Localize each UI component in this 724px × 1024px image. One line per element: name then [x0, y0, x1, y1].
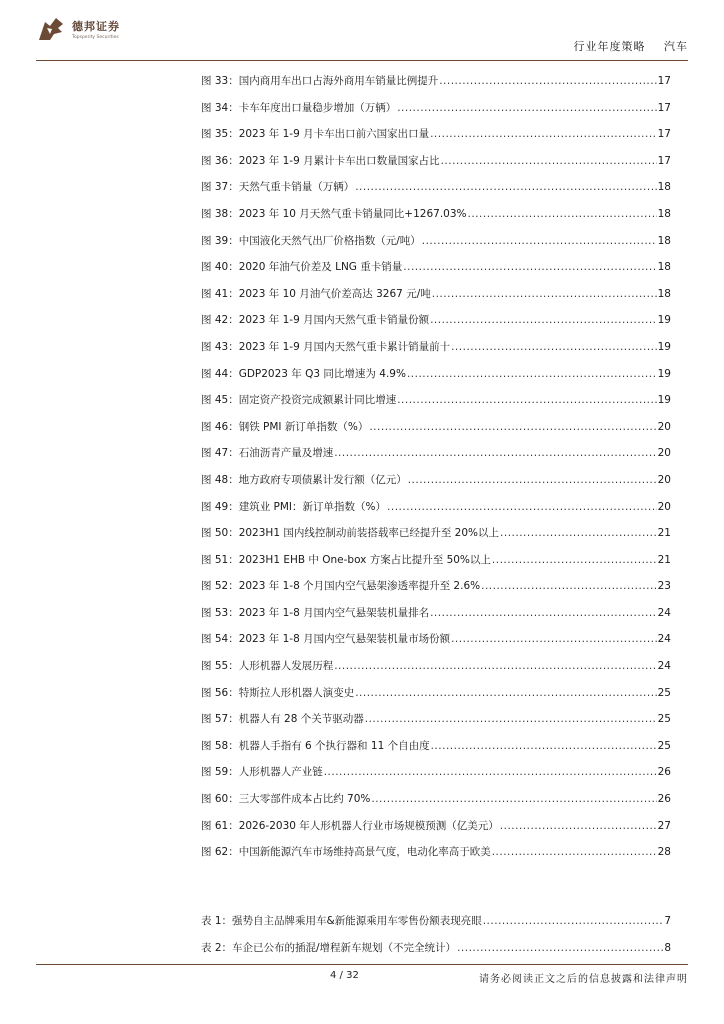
table-entry[interactable] [201, 908, 671, 935]
figure-entry-page: 20 [657, 447, 671, 460]
figure-entry-page: 27 [657, 819, 671, 832]
figure-entry-label: 图 37：天然气重卡销量（万辆） [201, 181, 355, 194]
logo-text-en: Topsperity Securities [72, 35, 119, 40]
dot-leader [334, 440, 656, 467]
figure-entry[interactable] [201, 467, 671, 494]
header-category [560, 38, 689, 54]
dot-leader [397, 95, 656, 122]
figure-entry[interactable] [201, 174, 671, 201]
figure-entry[interactable] [201, 201, 671, 228]
dot-leader [355, 174, 656, 201]
figure-entry-label: 图 60：三大零部件成本占比约 70% [201, 793, 371, 806]
figure-entry[interactable] [201, 281, 671, 308]
figure-entry[interactable] [201, 839, 671, 866]
figure-entry-page: 20 [657, 420, 671, 433]
figure-index [201, 68, 671, 866]
figure-entry-label: 图 61：2026-2030 年人形机器人行业市场规模预测（亿美元） [201, 819, 499, 832]
figure-entry-label: 图 50：2023H1 国内线控制动前装搭载率已经提升至 20%以上 [201, 527, 500, 540]
dot-leader [430, 121, 657, 148]
figure-entry[interactable] [201, 121, 671, 148]
figure-entry[interactable] [201, 706, 671, 733]
dot-leader [431, 733, 657, 760]
dot-leader [457, 935, 663, 962]
table-entry[interactable] [201, 935, 671, 962]
figure-entry-label: 图 57：机器人有 28 个关节驱动器 [201, 713, 364, 726]
figure-entry-label: 图 44：GDP2023 年 Q3 同比增速为 4.9% [201, 367, 406, 380]
figure-entry-page: 24 [657, 660, 671, 673]
dot-leader [439, 68, 656, 95]
figure-entry-label: 图 39：中国液化天然气出厂价格指数（元/吨） [201, 234, 421, 247]
figure-entry-label: 图 34：卡车年度出口量稳步增加（万辆） [201, 101, 397, 114]
figure-entry-label: 图 41：2023 年 10 月油气价差高达 3267 元/吨 [201, 287, 431, 300]
dot-leader [407, 361, 657, 388]
figure-entry-label: 图 46：钢铁 PMI 新订单指数（%） [201, 420, 369, 433]
figure-entry[interactable] [201, 148, 671, 175]
figure-entry-page: 18 [657, 207, 671, 220]
dot-leader [430, 600, 657, 627]
dot-leader [403, 254, 656, 281]
figure-entry-page: 19 [657, 367, 671, 380]
table-entry-page: 7 [664, 915, 671, 927]
figure-entry-page: 17 [657, 75, 671, 87]
figure-entry-page: 18 [657, 181, 671, 194]
table-entry-page: 8 [664, 941, 671, 954]
figure-entry[interactable] [201, 494, 671, 521]
report-category: 行业年度策略 [573, 40, 646, 53]
footer-divider [36, 964, 688, 965]
figure-entry[interactable] [201, 334, 671, 361]
dot-leader [324, 759, 657, 786]
figure-entry-page: 18 [657, 234, 671, 247]
figure-entry-label: 图 54：2023 年 1-8 月国内空气悬架装机量市场份额 [201, 633, 451, 646]
figure-entry[interactable] [201, 600, 671, 627]
table-index [201, 908, 671, 961]
figure-entry-label: 图 43：2023 年 1-9 月国内天然气重卡累计销量前十 [201, 340, 451, 353]
figure-entry[interactable] [201, 547, 671, 574]
figure-entry-label: 图 47：石油沥青产量及增速 [201, 447, 334, 460]
report-sector: 汽车 [664, 40, 688, 53]
figure-entry-page: 24 [657, 606, 671, 619]
figure-entry-page: 19 [657, 314, 671, 327]
figure-entry[interactable] [201, 653, 671, 680]
dot-leader [371, 786, 656, 813]
figure-entry[interactable] [201, 414, 671, 441]
figure-entry[interactable] [201, 440, 671, 467]
figure-entry-page: 24 [657, 633, 671, 646]
figure-entry-page: 18 [657, 261, 671, 274]
dot-leader [355, 680, 656, 707]
dot-leader [468, 201, 657, 228]
figure-entry[interactable] [201, 786, 671, 813]
figure-entry[interactable] [201, 680, 671, 707]
figure-entry-page: 17 [657, 101, 671, 114]
figure-entry-label: 图 58：机器人手指有 6 个执行器和 11 个自由度 [201, 739, 430, 752]
figure-entry-page: 17 [657, 154, 671, 167]
figure-entry[interactable] [201, 95, 671, 122]
figure-entry[interactable] [201, 361, 671, 388]
dot-leader [481, 573, 657, 600]
dot-leader [492, 839, 657, 866]
figure-entry-label: 图 45：固定资产投资完成额累计同比增速 [201, 394, 397, 407]
figure-entry[interactable] [201, 307, 671, 334]
figure-entry-page: 19 [657, 340, 671, 353]
figure-entry-page: 26 [657, 793, 671, 806]
figure-entry-label: 图 48：地方政府专项债累计发行额（亿元） [201, 473, 407, 486]
figure-entry[interactable] [201, 813, 671, 840]
dot-leader [483, 908, 664, 935]
table-entry-label: 表 1：强势自主品牌乘用车&新能源乘用车零售份额表现亮眼 [201, 915, 482, 927]
figure-entry[interactable] [201, 573, 671, 600]
figure-entry-label: 图 40：2020 年油气价差及 LNG 重卡销量 [201, 261, 403, 274]
figure-entry-page: 25 [657, 739, 671, 752]
figure-entry-label: 图 49：建筑业 PMI：新订单指数（%） [201, 500, 387, 513]
figure-entry[interactable] [201, 387, 671, 414]
figure-entry-label: 图 59：人形机器人产业链 [201, 766, 323, 779]
page-number: 4 / 32 [330, 970, 359, 981]
figure-entry-label: 图 35：2023 年 1-9 月卡车出口前六国家出口量 [201, 128, 430, 141]
figure-entry-page: 20 [657, 500, 671, 513]
figure-entry-label: 图 55：人形机器人发展历程 [201, 660, 334, 673]
logo-text-cn: 德邦证券 [72, 20, 120, 33]
dot-leader [500, 813, 657, 840]
figure-entry-page: 25 [657, 713, 671, 726]
dot-leader [441, 148, 657, 175]
figure-entry-label: 图 38：2023 年 10 月天然气重卡销量同比+1267.03% [201, 207, 467, 220]
figure-entry[interactable] [201, 759, 671, 786]
figure-entry[interactable] [201, 254, 671, 281]
table-entry-label: 表 2：车企已公布的插混/增程新车规划（不完全统计） [201, 941, 457, 954]
logo-horse-icon [36, 14, 66, 44]
dot-leader [492, 547, 657, 574]
figure-entry-page: 23 [657, 580, 671, 593]
dot-leader [387, 494, 657, 521]
dot-leader [422, 228, 657, 255]
figure-entry[interactable] [201, 733, 671, 760]
figure-entry-page: 21 [657, 527, 671, 540]
figure-entry-label: 图 36：2023 年 1-9 月累计卡车出口数量国家占比 [201, 154, 440, 167]
dot-leader [369, 414, 656, 441]
figure-entry[interactable] [201, 520, 671, 547]
figure-entry-label: 图 53：2023 年 1-8 月国内空气悬架装机量排名 [201, 606, 430, 619]
dot-leader [430, 307, 657, 334]
header-divider [36, 60, 688, 61]
dot-leader [334, 653, 656, 680]
figure-entry-page: 17 [657, 128, 671, 141]
dot-leader [408, 467, 657, 494]
figure-entry-label: 图 33：国内商用车出口占海外商用车销量比例提升 [201, 75, 439, 87]
figure-entry-label: 图 62：中国新能源汽车市场维持高景气度，电动化率高于欧美 [201, 846, 491, 859]
figure-entry[interactable] [201, 228, 671, 255]
figure-entry-page: 18 [657, 287, 671, 300]
figure-entry[interactable] [201, 626, 671, 653]
dot-leader [432, 281, 657, 308]
figure-entry-page: 26 [657, 766, 671, 779]
figure-entry-page: 19 [657, 394, 671, 407]
figure-entry[interactable] [201, 68, 671, 95]
figure-entry-label: 图 42：2023 年 1-9 月国内天然气重卡销量份额 [201, 314, 430, 327]
figure-entry-page: 28 [657, 846, 671, 859]
dot-leader [365, 706, 657, 733]
figure-entry-label: 图 52：2023 年 1-8 个月国内空气悬架渗透率提升至 2.6% [201, 580, 481, 593]
figure-entry-page: 21 [657, 553, 671, 566]
dot-leader [451, 334, 657, 361]
page-header [36, 14, 688, 58]
figure-entry-label: 图 56：特斯拉人形机器人演变史 [201, 686, 355, 699]
figure-entry-label: 图 51：2023H1 EHB 中 One-box 方案占比提升至 50%以上 [201, 553, 491, 566]
footer-disclaimer: 请务必阅读正文之后的信息披露和法律声明 [479, 974, 688, 985]
dot-leader [451, 626, 657, 653]
company-logo [36, 14, 120, 44]
figure-entry-page: 20 [657, 473, 671, 486]
dot-leader [500, 520, 657, 547]
figure-entry-page: 25 [657, 686, 671, 699]
dot-leader [397, 387, 656, 414]
